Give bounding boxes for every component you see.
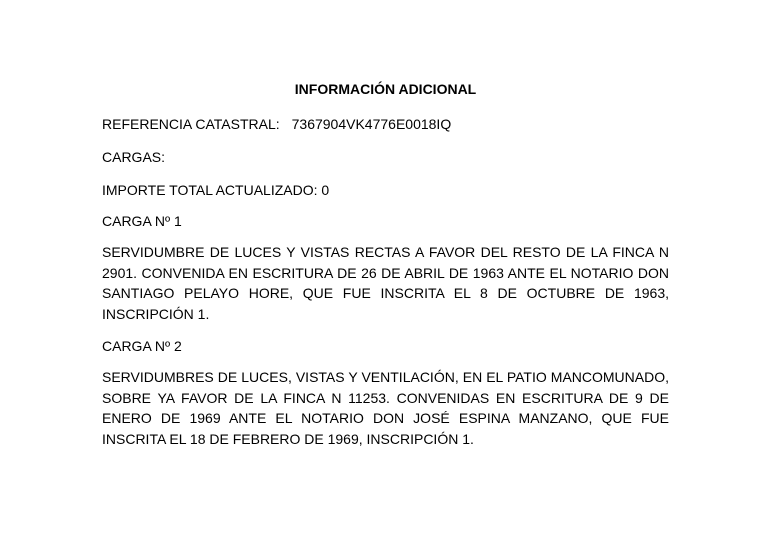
referencia-catastral-label: REFERENCIA CATASTRAL:: [102, 116, 280, 132]
cargas-label: CARGAS:: [102, 149, 166, 165]
document-title: INFORMACIÓN ADICIONAL: [294, 81, 477, 97]
carga-2-text: SERVIDUMBRES DE LUCES, VISTAS Y VENTILACIÓN, EN EL PATIO MANCOMUNADO, SOBRE YA FAVOR DE LA FINCA N 11253. CONVENIDAS EN ESCRITURA DE 9 DE ENERO DE 1969 ANTE EL NOTARIO DON JOSÉ ESPINA MANZANO, QUE FUE INSCRITA EL 18 DE FEBRERO DE 1969, INSCRIPCIÓN 1.: [102, 369, 669, 447]
carga-1-heading: CARGA Nº 1: [102, 213, 182, 229]
referencia-catastral-line: [102, 115, 451, 133]
importe-total: IMPORTE TOTAL ACTUALIZADO: 0: [102, 182, 330, 198]
carga-1-text: SERVIDUMBRE DE LUCES Y VISTAS RECTAS A FAVOR DEL RESTO DE LA FINCA N 2901. CONVENIDA EN ESCRITURA DE 26 DE ABRIL DE 1963 ANTE EL NOTARIO DON SANTIAGO PELAYO HORE, QUE FUE INSCRITA EL 8 DE OCTUBRE DE 1963, INSCRIPCIÓN 1.: [102, 244, 669, 322]
referencia-catastral-value: 7367904VK4776E0018IQ: [291, 116, 452, 132]
carga-2-heading: CARGA Nº 2: [102, 338, 182, 354]
